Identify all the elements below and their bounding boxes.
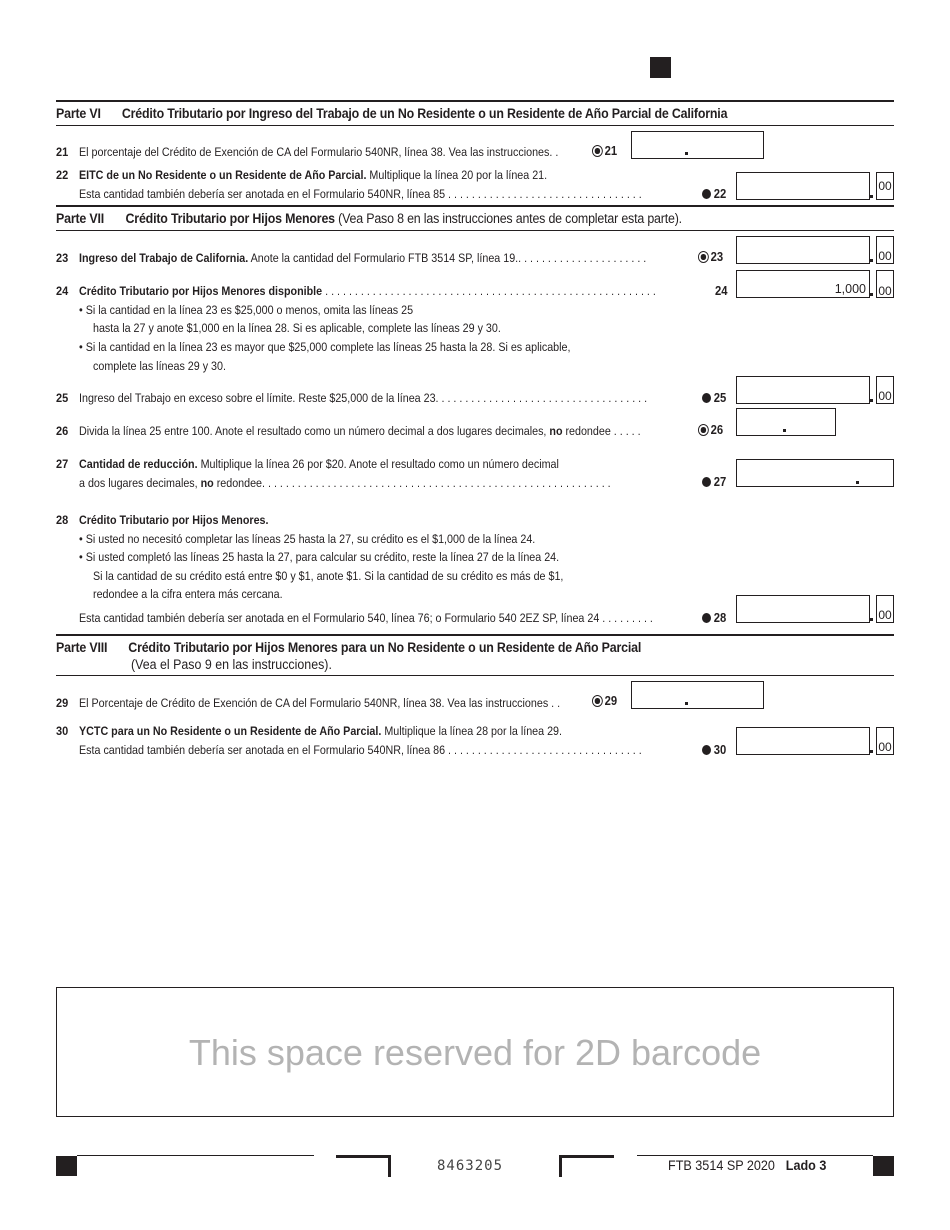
line21-marker: 21	[592, 144, 617, 158]
line26-decimal-input[interactable]	[736, 408, 836, 436]
line28-bullet2-cont1: Si la cantidad de su crédito está entre $0 y $1, anote $1. Si la cantidad de su crédito es más de $1,	[93, 569, 564, 583]
line30-number: 30	[56, 724, 69, 738]
line21-text: El porcentaje del Crédito de Exención de CA del Formulario 540NR, línea 38. Vea las instrucciones. .	[79, 145, 559, 159]
line24-cents: 00	[876, 270, 894, 298]
decimal-point	[685, 702, 688, 705]
decimal-point	[870, 259, 873, 262]
decimal-point	[870, 293, 873, 296]
part6-header	[56, 106, 727, 121]
part7-number: Parte VII	[56, 211, 105, 226]
registration-mark-bottom-right	[873, 1156, 894, 1176]
decimal-point	[685, 152, 688, 155]
line23-marker: 23	[698, 250, 723, 264]
line28-number: 28	[56, 513, 69, 527]
form-code: 8463205	[437, 1158, 504, 1174]
part8-top-rule	[56, 634, 894, 636]
line23-number: 23	[56, 251, 69, 265]
footer-left-rule	[77, 1155, 314, 1156]
line28-cents: 00	[876, 595, 894, 623]
decimal-point	[870, 750, 873, 753]
decimal-point	[783, 429, 786, 432]
line28-last: Esta cantidad también debería ser anotada en el Formulario 540, línea 76; o Formulario 540 2EZ SP, línea 24 . . . . . . . . .	[79, 611, 653, 625]
line30-text: YCTC para un No Residente o un Residente de Año Parcial. Multiplique la línea 28 por la línea 29.	[79, 724, 563, 738]
line26-marker: 26	[698, 423, 723, 437]
line25-marker: 25	[702, 391, 726, 405]
line23-text: Ingreso del Trabajo de California. Anote la cantidad del Formulario FTB 3514 SP, línea 19.. . . . . . . . . . . . . . . . . . . . . .	[79, 251, 647, 265]
line22-cents: 00	[876, 172, 894, 200]
part6-title: Crédito Tributario por Ingreso del Trabajo de un No Residente o un Residente de Año Parcial de California	[121, 106, 728, 121]
target-circle-icon	[592, 695, 603, 707]
part7-header	[56, 211, 682, 226]
target-circle-icon	[592, 145, 603, 157]
line22-number: 22	[56, 168, 69, 182]
line24-text: Crédito Tributario por Hijos Menores disponible . . . . . . . . . . . . . . . . . . . . . . . . . . . . . . . . . . . . . . . . . . . . . . . . . . . . . . . .	[79, 284, 656, 298]
line27-marker: 27	[702, 475, 726, 489]
line25-amount-input[interactable]	[736, 376, 870, 404]
part6-bottom-rule	[56, 125, 894, 126]
line30-cents: 00	[876, 727, 894, 755]
line24-number: 24	[56, 284, 69, 298]
registration-mark-top	[650, 57, 671, 78]
line30-amount-input[interactable]	[736, 727, 870, 755]
form-name: FTB 3514 SP 2020	[668, 1157, 775, 1173]
decimal-point	[870, 195, 873, 198]
line22-text2: Esta cantidad también debería ser anotada en el Formulario 540NR, línea 85 . . . . . . . . . . . . . . . . . . . . . . . . . . . . . . . . .	[79, 187, 642, 201]
line22-text: EITC de un No Residente o un Residente de Año Parcial. Multiplique la línea 20 por la línea 21.	[79, 168, 548, 182]
bullet-icon	[702, 477, 711, 487]
line27-amount-input[interactable]	[736, 459, 894, 487]
part7-bottom-rule	[56, 230, 894, 231]
line30-marker: 30	[702, 743, 726, 757]
line21-number: 21	[56, 145, 69, 159]
line28-bullet1: • Si usted no necesitó completar las líneas 25 hasta la 27, su crédito es el $1,000 de la línea 24.	[79, 532, 536, 546]
line29-percent-input[interactable]	[631, 681, 764, 709]
line24-bullet2b: complete las líneas 29 y 30.	[93, 359, 226, 373]
registration-mark-bottom-left	[56, 1156, 77, 1176]
footer-bracket-left-side	[388, 1155, 391, 1177]
footer-bracket-right-top	[559, 1155, 614, 1158]
part8-note: (Vea el Paso 9 en las instrucciones).	[131, 657, 332, 672]
part7-top-rule	[56, 205, 894, 207]
footer-right-rule	[637, 1155, 873, 1156]
part8-number: Parte VIII	[56, 640, 108, 655]
line24-amount: 1,000	[834, 282, 866, 296]
line25-cents: 00	[876, 376, 894, 404]
line28-amount-input[interactable]	[736, 595, 870, 623]
line29-marker: 29	[592, 694, 617, 708]
line28-title: Crédito Tributario por Hijos Menores.	[79, 513, 269, 527]
line28-marker: 28	[702, 611, 726, 625]
bullet-icon	[702, 745, 711, 755]
decimal-point	[870, 399, 873, 402]
line27-number: 27	[56, 457, 69, 471]
line24-bullet2a: • Si la cantidad en la línea 23 es mayor que $25,000 complete las líneas 25 hasta la 28. Si es aplicable,	[79, 340, 571, 354]
line28-bullet2: • Si usted completó las líneas 25 hasta la 27, para calcular su crédito, reste la línea 27 de la línea 24.	[79, 550, 560, 564]
bullet-icon	[702, 189, 711, 199]
target-circle-icon	[698, 424, 709, 436]
bullet-icon	[702, 613, 711, 623]
form-identifier	[668, 1157, 826, 1173]
part8-bottom-rule	[56, 675, 894, 676]
decimal-point	[856, 481, 859, 484]
barcode-placeholder-text: This space reserved for 2D barcode	[188, 1032, 762, 1073]
line28-bullet2-cont2: redondee a la cifra entera más cercana.	[93, 587, 283, 601]
part6-number: Parte VI	[56, 106, 101, 121]
line25-text: Ingreso del Trabajo en exceso sobre el límite. Reste $25,000 de la línea 23. . . . . . . . . . . . . . . . . . . . . . . . . . . . . . . . . . . .	[79, 391, 648, 405]
target-circle-icon	[698, 251, 709, 263]
line26-number: 26	[56, 424, 69, 438]
bullet-icon	[702, 393, 711, 403]
line24-bullet1b: hasta la 27 y anote $1,000 en la línea 28. Si es aplicable, complete las líneas 29 y 30.	[93, 321, 501, 335]
line22-amount-input[interactable]	[736, 172, 870, 200]
line23-cents: 00	[876, 236, 894, 264]
footer-bracket-left-top	[336, 1155, 391, 1158]
part6-top-rule	[56, 100, 894, 102]
part8-title: Crédito Tributario por Hijos Menores para un No Residente o un Residente de Año Parcial	[128, 640, 642, 655]
barcode-reserved-area	[56, 987, 894, 1117]
line23-amount-input[interactable]	[736, 236, 870, 264]
line24-marker: 24	[715, 284, 728, 298]
line29-number: 29	[56, 696, 69, 710]
line26-text: Divida la línea 25 entre 100. Anote el resultado como un número decimal a dos lugares decimales, no redondee . . . . .	[79, 424, 641, 438]
line21-percent-input[interactable]	[631, 131, 764, 159]
line29-text: El Porcentaje de Crédito de Exención de CA del Formulario 540NR, línea 38. Vea las instrucciones . .	[79, 696, 561, 710]
line22-marker: 22	[702, 187, 726, 201]
line25-number: 25	[56, 391, 69, 405]
part7-note: (Vea Paso 8 en las instrucciones antes de completar esta parte).	[334, 211, 682, 226]
part8-header	[56, 640, 641, 655]
line27-text2: a dos lugares decimales, no redondee. . . . . . . . . . . . . . . . . . . . . . . . . . . . . . . . . . . . . . . . . . . . . . . . . . . . . . . . . . .	[79, 476, 611, 490]
line24-bullet1a: • Si la cantidad en la línea 23 es $25,000 o menos, omita las líneas 25	[79, 303, 414, 317]
line30-text2: Esta cantidad también debería ser anotada en el Formulario 540NR, línea 86 . . . . . . . . . . . . . . . . . . . . . . . . . . . . . . . . .	[79, 743, 642, 757]
footer-bracket-right-side	[559, 1155, 562, 1177]
decimal-point	[870, 618, 873, 621]
part7-title: Crédito Tributario por Hijos Menores	[125, 211, 335, 226]
line27-text: Cantidad de reducción. Multiplique la línea 26 por $20. Anote el resultado como un número decimal	[79, 457, 559, 471]
page-side: Lado 3	[785, 1157, 827, 1173]
